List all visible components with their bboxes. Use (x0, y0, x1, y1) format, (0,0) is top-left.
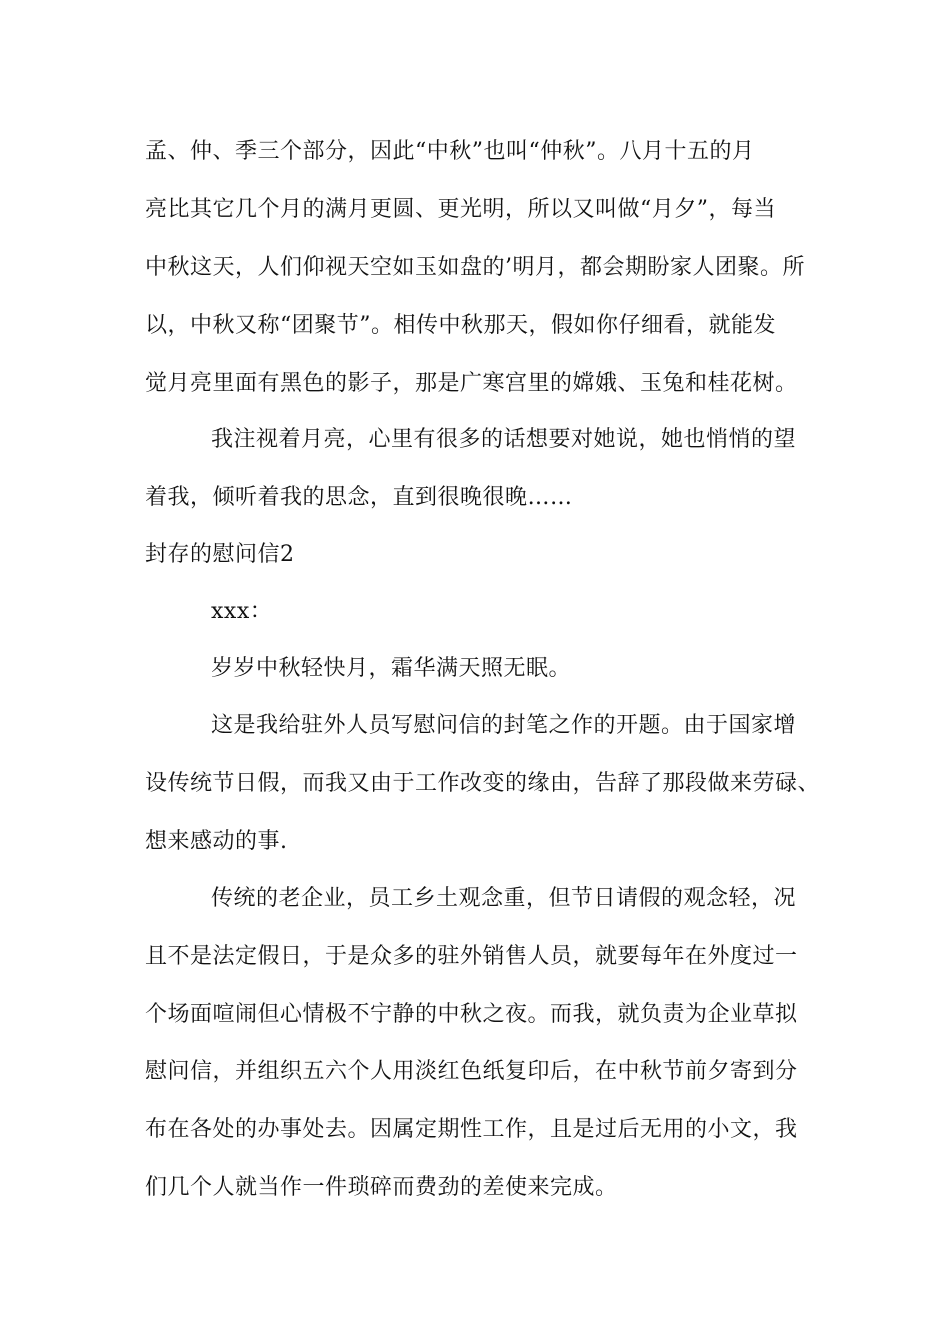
para1-line-5: 觉月亮里面有黑色的影子，那是广寒宫里的嫦娥、玉兔和桂花树。 (145, 371, 798, 396)
para4-line-4: 慰问信，并组织五六个人用淡红色纸复印后，在中秋节前夕寄到分 (145, 1059, 798, 1084)
para4-line-5: 布在各处的办事处去。因属定期性工作，且是过后无用的小文，我 (145, 1117, 798, 1142)
para1-line-1: 孟、仲、季三个部分，因此“中秋”也叫“仲秋”。八月十五的月 (145, 139, 755, 164)
salutation: xxx： (211, 599, 273, 624)
section-title: 封存的慰问信2 (145, 542, 295, 567)
para1-line-3: 中秋这天，人们仰视天空如玉如盘的’明月，都会期盼家人团聚。所 (145, 255, 805, 280)
para1-line-2: 亮比其它几个月的满月更圆、更光明，所以又叫做“月夕”，每当 (145, 197, 776, 222)
poem-line: 岁岁中秋轻快月，霜华满天照无眠。 (211, 656, 572, 681)
para2-line-1: 我注视着月亮，心里有很多的话想要对她说，她也悄悄的望 (211, 427, 797, 452)
para4-line-6: 们几个人就当作一件琐碎而费劲的差使来完成。 (145, 1175, 618, 1200)
para1-line-4: 以，中秋又称“团聚节”。相传中秋那天，假如你仔细看，就能发 (145, 313, 776, 338)
para3-line-3: 想来感动的事. (145, 829, 288, 854)
para4-line-1: 传统的老企业，员工乡土观念重，但节日请假的观念轻，况 (211, 886, 797, 911)
para4-line-3: 个场面喧闹但心情极不宁静的中秋之夜。而我，就负责为企业草拟 (145, 1002, 798, 1027)
para3-line-2: 设传统节日假，而我又由于工作改变的缘由，告辞了那段做来劳碌、 (145, 771, 821, 796)
para2-line-2: 着我，倾听着我的思念，直到很晚很晚…… (145, 485, 573, 510)
para3-line-1: 这是我给驻外人员写慰问信的封笔之作的开题。由于国家增 (211, 713, 797, 738)
para4-line-2: 且不是法定假日，于是众多的驻外销售人员，就要每年在外度过一 (145, 944, 798, 969)
